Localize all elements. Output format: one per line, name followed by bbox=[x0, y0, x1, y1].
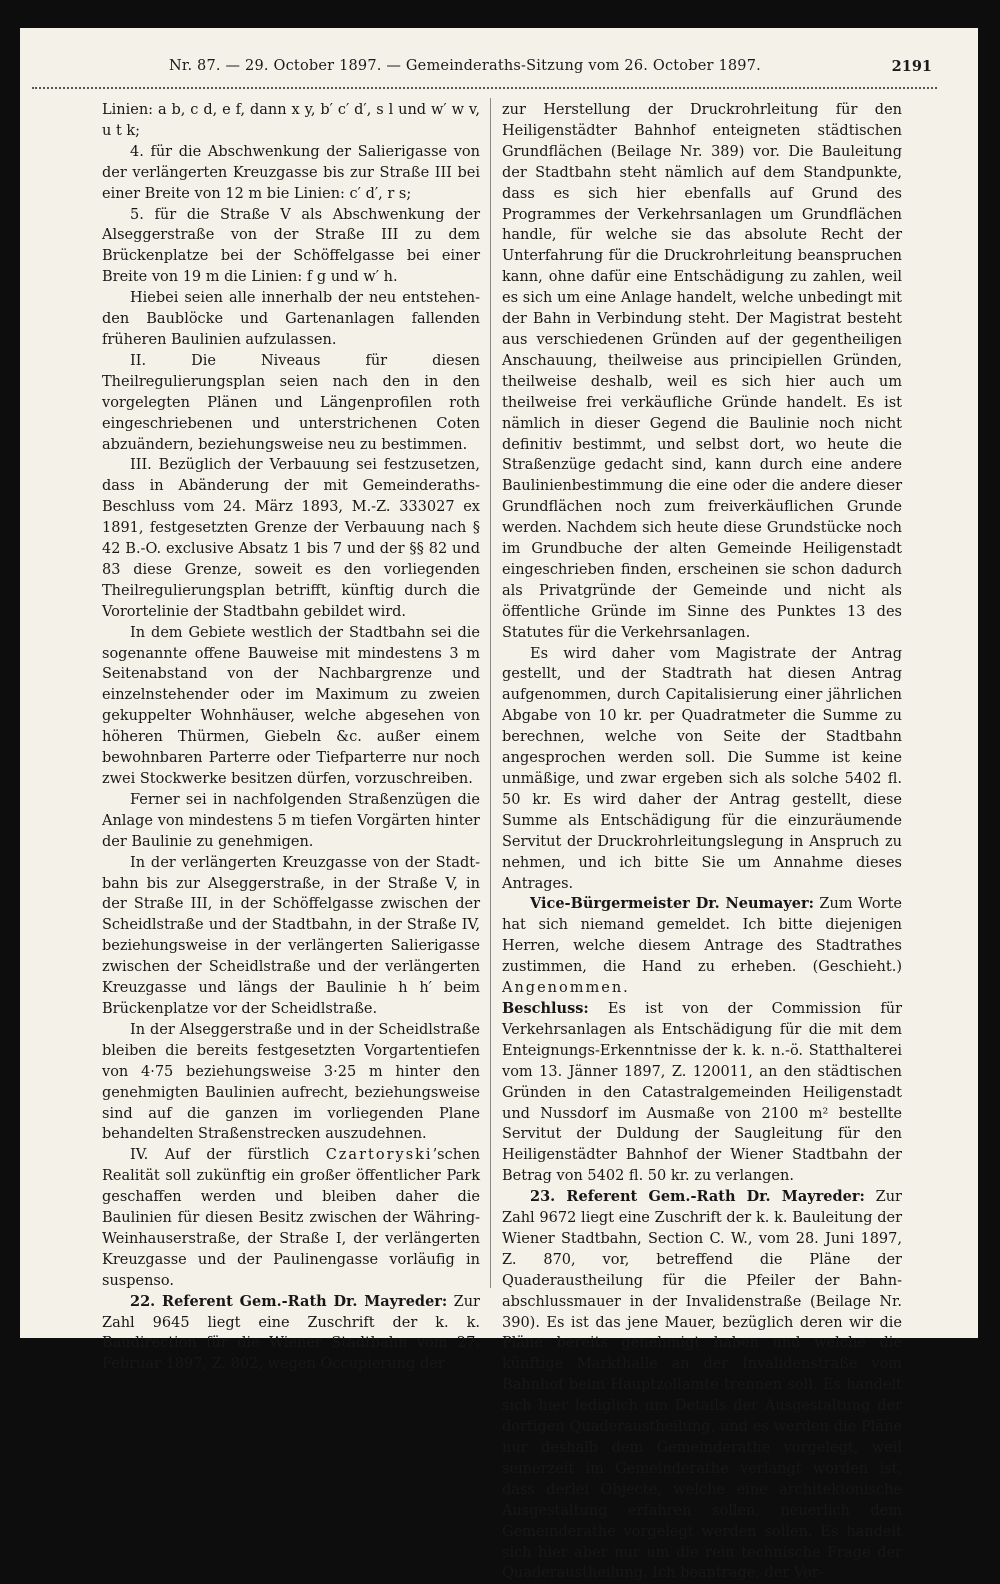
resolution-heading: Beschluss: bbox=[502, 999, 589, 1017]
text-run: Zum Worte hat sich niemand gemeldet. Ich bitte diejenigen Herren, welche diesem Antrage des Stadtrathes zustimmen, die Hand zu erheben. (Geschieht.) bbox=[502, 896, 902, 976]
newspaper-page bbox=[20, 28, 978, 1582]
text-run: Zur Zahl 9672 liegt eine Zuschrift der k. k. Bauleitung der Wiener Stadtbahn, Section C. W., vom 28. Juni 1897, Z. 870, vor, betreffend die Pläne der Quaderaustheilung für die Pfeiler der Bahnabschlussmauer in der Invalidenstraße (Beilage Nr. 390). Es ist das jene Mauer, bezüglich deren wir die Pläne bereits genehmigt haben und welche die künftige Markthalle an der Invalidenstraße vom Bahnhof beim Hauptzollamte trennen soll. Es handelt sich hier lediglich um Details der Ausgestaltung der dortigen Quaderaustheilung, und es werden die Pläne nur deshalb dem Gemeinderathe vorgelegt, weil seinerzeit im Gemeinderathe verlangt worden ist, dass derlei Objecte, welche eine architektonische Ausgestaltung erfahren sollen, neuerlich dem Gemeinderathe vorgelegt werden sollen. Es handelt sich hier aber nur um die rein technische Frage der Quaderaustheilung. Ich beantrage, der Vor- bbox=[502, 1189, 902, 1582]
paragraph: Es wird daher vom Magistrate der Antrag gestellt, und der Stadtrath hat diesen Antrag aufgenommen, durch Capitalisierung einer jährlichen Abgabe von 10 kr. per Quadratmeter die Summe zu berechnen, welche von Seite der Stadtbahn angesprochen werden soll. Die Summe ist keine unmäßige, und zwar ergeben sich als solche 5402 fl. 50 kr. Es wird daher der Antrag gestellt, diese Summe als Entschädigung für die einzuräumende Servitut der Druckrohrleitungslegung in Anspruch zu nehmen, und ich bitte Sie um Annahme dieses Antrages. bbox=[502, 645, 902, 892]
column-divider bbox=[490, 98, 491, 1288]
paragraph: 4. für die Abschwenkung der Salierigasse von der verlängerten Kreuzgasse bis zur Straße III bei einer Breite von 12 m bie Linien: c′ d′, r s; bbox=[102, 143, 480, 202]
paragraph: 5. für die Straße V als Abschwenkung der Alseggerstraße von der Straße III zu dem Brückenplatze bei der Schöffelgasse bei einer Breite von 19 m die Linien: f g und w′ h. bbox=[102, 206, 480, 286]
left-column bbox=[102, 100, 480, 1375]
paragraph: Hiebei seien alle innerhalb der neu entstehenden Baublöcke und Gartenanlagen fallenden früheren Baulinien aufzulassen. bbox=[102, 290, 480, 348]
paragraph bbox=[502, 1187, 902, 1584]
speaker-heading: 22. Referent Gem.-Rath Dr. Mayreder: bbox=[130, 1292, 448, 1310]
running-title: Nr. 87. — 29. October 1897. — Gemeinderaths-Sitzung vom 26. October 1897. bbox=[169, 58, 761, 74]
paragraph: II. Die Niveaus für diesen Theilregulierungsplan seien nach den in den vorgelegten Plänen und Längenprofilen roth eingeschriebenen und unterstrichenen Coten abzuändern, beziehungsweise neu zu bestimmen. bbox=[102, 352, 480, 453]
speaker-heading: Vice-Bürgermeister Dr. Neumayer: bbox=[530, 895, 814, 913]
header-rule bbox=[32, 87, 937, 89]
paragraph bbox=[102, 1145, 480, 1291]
text-run: ’schen Realität soll zukünftig ein großer öffentlicher Park geschaffen werden und bleiben daher die Baulinien für diesen Besitz zwischen der Währing-Weinhauserstraße, der Straße I, der verlängerten Kreuzgasse und der Paulinengasse vorläufig in suspenso. bbox=[102, 1147, 480, 1289]
paragraph: Linien: a b, c d, e f, dann x y, b′ c′ d′, s l und w′ w v, u t k; bbox=[102, 102, 480, 139]
paragraph bbox=[502, 894, 902, 999]
paragraph: Ferner sei in nachfolgenden Straßenzügen die Anlage von mindestens 5 m tiefen Vorgärten hinter der Baulinie zu genehmigen. bbox=[102, 791, 480, 850]
paragraph bbox=[102, 1292, 480, 1376]
right-column bbox=[502, 100, 902, 1584]
page-header bbox=[20, 58, 978, 82]
text-run: Zur Zahl 9645 liegt eine Zuschrift der k. k. Baudirection für die Wiener Stadtbahn vom 27. Februar 1897, Z. 802, wegen Occupierung der bbox=[102, 1293, 480, 1373]
paragraph: In der Alseggerstraße und in der Scheidlstraße bleiben die bereits festgesetzten Vorgartentiefen von 4·75 beziehungsweise 3·25 m hinter den genehmigten Baulinien aufrecht, beziehungsweise sind auf die ganzen im vorliegenden Plane behandelten Straßenstrecken auszudehnen. bbox=[102, 1021, 480, 1143]
page-number: 2191 bbox=[891, 58, 932, 75]
text-run: IV. Auf der fürstlich bbox=[130, 1147, 326, 1164]
resolution-paragraph bbox=[502, 999, 902, 1187]
paragraph: III. Bezüglich der Verbauung sei festzusetzen, dass in Abänderung der mit Gemeinderaths-Beschluss vom 24. März 1893, M.-Z. 333027 ex 1891, festgesetzten Grenze der Verbauung nach § 42 B.-O. exclusive Absatz 1 bis 7 und der §§ 82 und 83 diese Grenze, soweit es den vorliegenden Theilregulierungsplan betrifft, künftig durch die Vorortelinie der Stadtbahn gebildet wird. bbox=[102, 457, 480, 620]
paragraph: In der verlängerten Kreuzgasse von der Stadtbahn bis zur Alseggerstraße, in der Straße V, in der Straße III, in der Schöffelgasse zwischen der Scheidlstraße und der Stadtbahn, in der Straße IV, beziehungsweise in der verlängerten Salierigasse zwischen der Scheidlstraße und der verlängerten Kreuzgasse und längs der Baulinie h h′ beim Brückenplatze vor der Scheidlstraße. bbox=[102, 854, 480, 1017]
paragraph: In dem Gebiete westlich der Stadtbahn sei die sogenannte offene Bauweise mit mindestens 3 m Seitenabstand von der Nachbargrenze und einzelnstehender oder im Maximum zu zweien gekuppelter Wohnhäuser, welche abgesehen von höheren Thürmen, Giebeln &c. außer einem bewohnbaren Parterre oder Tiefparterre nur noch zwei Stockwerke besitzen dürfen, vorzuschreiben. bbox=[102, 624, 480, 787]
speaker-heading: 23. Referent Gem.-Rath Dr. Mayreder: bbox=[530, 1188, 865, 1206]
spaced-name: Czartoryski bbox=[325, 1147, 433, 1164]
text-run: Es ist von der Commission für Verkehrsanlagen als Entschädigung für die mit dem Enteignungs-Erkenntnisse der k. k. n.-ö. Statthalterei vom 13. Jänner 1897, Z. 120011, an den städtischen Gründen in den Catastralgemeinden Heiligenstadt und Nussdorf im Ausmaße von 2100 m² bestellte Servitut der Duldung der Saugleitung für den Heiligenstädter Bahnhof der Wiener Stadtbahn der Betrag von 5402 fl. 50 kr. zu verlangen. bbox=[502, 1000, 902, 1185]
paragraph: zur Herstellung der Druckrohrleitung für den Heiligenstädter Bahnhof enteigneten städtischen Grundflächen (Beilage Nr. 389) vor. Die Bauleitung der Stadtbahn steht nämlich auf dem Standpunkte, dass es sich hier ebenfalls auf Grund des Programmes der Verkehrsanlagen um Grundflächen handle, für welche sie das absolute Recht der Unterfahrung für die Druckrohrleitung beanspruchen kann, ohne dafür eine Entschädigung zu zahlen, weil es sich um eine Anlage handelt, welche unbedingt mit der Bahn in Verbindung steht. Der Magistrat besteht aus verschiedenen Gründen auf der gegentheiligen Anschauung, theilweise aus principiellen Gründen, theilweise deshalb, weil es sich hier auch um theilweise frei verkäufliche Gründe handelt. Es ist nämlich in dieser Gegend die Baulinie noch nicht definitiv bestimmt, und selbst dort, wo heute die Straßenzüge gedacht sind, kann durch eine andere Baulinienbestimmung die eine oder die andere dieser Grundflächen noch zum freiverkäuflichen Grunde werden. Nachdem sich heute diese Grundstücke noch im Grundbuche der alten Gemeinde Heiligenstadt eingeschrieben finden, erscheinen sie schon dadurch als Privatgründe der Gemeinde und nicht als öffentliche Gründe im Sinne des Punktes 13 des Statutes für die Verkehrsanlagen. bbox=[502, 102, 902, 641]
vote-result: Angenommen. bbox=[502, 980, 630, 997]
